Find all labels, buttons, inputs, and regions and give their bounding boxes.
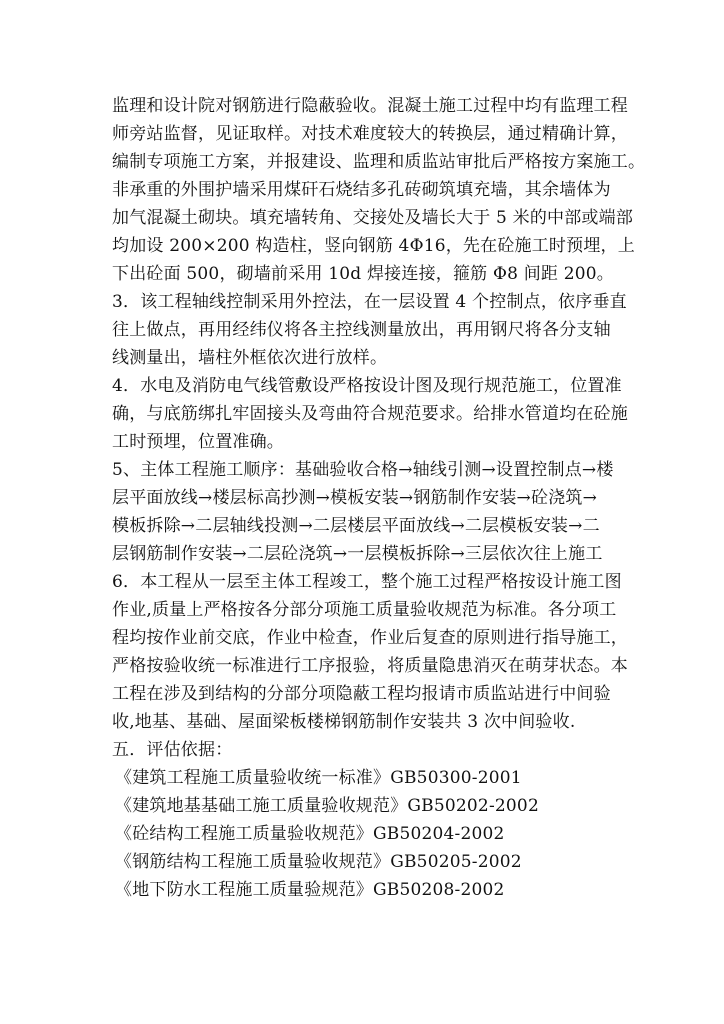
body-text-line-14: 5、主体工程施工顺序：基础验收合格→轴线引测→设置控制点→楼 [112,460,614,480]
body-text-line-21: 严格按验收统一标准进行工序报验，将质量隐患消灭在萌芽状态。本 [112,656,628,676]
body-text-line-19: 作业,质量上严格按各分部分项施工质量验收规范为标准。各分项工 [112,600,617,620]
body-text-line-2: 师旁站监督，见证取样。对技术难度较大的转换层，通过精确计算， [112,124,628,144]
body-text-line-7: 下出砼面 500，砌墙前采用 10d 焊接连接，箍筋 Φ8 间距 200。 [112,264,614,284]
reference-item: 《建筑地基基础工施工质量验收规范》GB50202-2002 [115,796,539,816]
body-text-line-22: 工程在涉及到结构的分部分项隐蔽工程均报请市质监站进行中间验 [112,684,611,704]
body-text-line-16: 模板拆除→二层轴线投测→二层楼层平面放线→二层模板安装→二 [112,516,600,536]
body-text-line-12: 确，与底筋绑扎牢固接头及弯曲符合规范要求。给排水管道均在砼施 [112,404,628,424]
body-text-line-3: 编制专项施工方案，并报建设、监理和质监站审批后严格按方案施工。 [112,152,646,172]
reference-item: 《钢筋结构工程施工质量验收规范》GB50205-2002 [115,852,522,872]
body-text-line-20: 程均按作业前交底，作业中检查，作业后复查的原则进行指导施工， [112,628,628,648]
body-text-line-8: 3．该工程轴线控制采用外控法，在一层设置 4 个控制点，依序垂直 [112,292,627,312]
body-text-line-17: 层钢筋制作安装→二层砼浇筑→一层模板拆除→三层依次往上施工 [112,544,603,564]
body-text-line-11: 4．水电及消防电气线管敷设严格按设计图及现行规范施工，位置准 [112,376,622,396]
body-text-line-10: 线测量出，墙柱外框依次进行放样。 [112,348,388,368]
body-text-line-13: 工时预埋，位置准确。 [112,432,284,452]
body-text-line-4: 非承重的外围护墙采用煤矸石烧结多孔砖砌筑填充墙，其余墙体为 [112,180,611,200]
body-text-line-9: 往上做点，再用经纬仪将各主控线测量放出，再用钢尺将各分支轴 [112,320,611,340]
reference-item: 《建筑工程施工质量验收统一标准》GB50300-2001 [115,768,522,788]
body-text-line-15: 层平面放线→楼层标高抄测→模板安装→钢筋制作安装→砼浇筑→ [112,488,598,508]
reference-item: 《砼结构工程施工质量验收规范》GB50204-2002 [115,824,505,844]
body-text-line-5: 加气混凝土砌块。填充墙转角、交接处及墙长大于 5 米的中部或端部 [112,208,634,228]
body-text-line-6: 均加设 200×200 构造柱，竖向钢筋 4Φ16，先在砼施工时预埋，上 [112,236,635,256]
reference-item: 《地下防水工程施工质量验规范》GB50208-2002 [115,880,505,900]
body-text-line-1: 监理和设计院对钢筋进行隐蔽验收。混凝土施工过程中均有监理工程 [112,96,628,116]
section-heading-evaluation-basis: 五．评估依据： [112,740,233,760]
body-text-line-18: 6．本工程从一层至主体工程竣工，整个施工过程严格按设计施工图 [112,572,622,592]
body-text-line-23: 收,地基、基础、屋面梁板楼梯钢筋制作安装共 3 次中间验收. [112,712,576,732]
